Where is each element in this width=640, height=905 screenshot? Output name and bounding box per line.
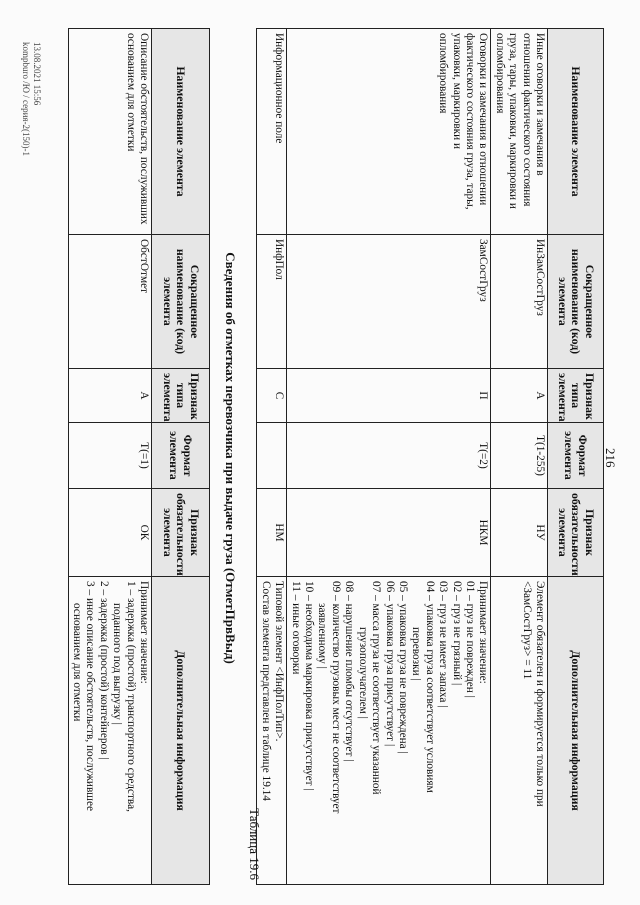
info-line: Состав элемента представлен в таблице 19.14 [259, 581, 272, 801]
table-row [491, 29, 548, 885]
cell-type: A [491, 369, 548, 423]
header-type: Признак типа элемента [152, 369, 210, 423]
cell-required: НКМ [287, 489, 491, 577]
info-line: 02 – груз не грязный | [450, 581, 463, 686]
info-line: 11 – иные оговорки [289, 581, 302, 675]
cell-name: Оговорки и замечания в отношении фактического состояния груза, тары, упаковки, маркировки и опломбирования [287, 29, 491, 235]
info-line: грузополучателем | [356, 627, 369, 719]
cell-required: НУ [491, 489, 548, 577]
info-line: 06 – упаковка груза присутствует | [383, 581, 396, 747]
cell-type: A [68, 369, 151, 423]
cell-required: НМ [257, 489, 287, 577]
cell-format: T(=1) [68, 423, 151, 489]
info-line: 07 – масса груза не соответствует указанной [370, 581, 383, 795]
header-info: Дополнительная информация [548, 577, 604, 885]
cell-code: ИнфПол [257, 235, 287, 369]
info-line: 3 – иное описание обстоятельств, послужившее [84, 581, 97, 812]
header-required: Признак обязательности элемента [548, 489, 604, 577]
info-line: 2 – задержка (простой) контейнеров | [97, 581, 110, 760]
cell-type: П [287, 369, 491, 423]
info-line: Принимает значение: [138, 581, 150, 684]
info-line: заявленному | [316, 603, 329, 669]
cell-info: Элемент обязателен и формируется только при <ЗамСостГруз> = 11 [491, 577, 548, 885]
cell-name: Информационное поле [257, 29, 287, 235]
header-required: Признак обязательности элемента [152, 489, 210, 577]
table-row [68, 29, 151, 885]
info-line: 09 – количество грузовых мест не соответствует [329, 581, 342, 814]
carrier-marks-table [68, 28, 210, 885]
info-line: 04 – упаковка груза соответствует условиям [423, 581, 436, 793]
info-line: перевозки | [410, 627, 423, 681]
cell-info [68, 577, 151, 885]
table-row [287, 29, 491, 885]
info-line: 03 – груз не имеет запаха | [437, 581, 450, 708]
info-line: 10 – необходима маркировка присутствует | [303, 581, 316, 791]
elements-table [256, 28, 604, 885]
cell-code: ИнЗамСостГруз [491, 235, 548, 369]
footer-line: 13.08.2021 15:56 [32, 42, 42, 106]
info-line: поданного под выгрузку | [111, 603, 124, 725]
cell-name: Описание обстоятельств, послуживших основанием для отметки [68, 29, 151, 235]
table-row [257, 29, 287, 885]
header-code: Сокращенное наименование (код) элемента [548, 235, 604, 369]
cell-format: T(=2) [287, 423, 491, 489]
header-name: Наименование элемента [548, 29, 604, 235]
info-line: 01 – груз не поврежден | [463, 581, 476, 698]
cell-format [257, 423, 287, 489]
header-code: Сокращенное наименование (код) элемента [152, 235, 210, 369]
cell-code: ЗамСостГруз [287, 235, 491, 369]
info-line: 05 – упаковка груза не повреждена | [396, 581, 409, 754]
header-type: Признак типа элемента [548, 369, 604, 423]
table-caption: Сведения об отметках перевозчика при выдаче груза (ОтметПрвВыд) [223, 252, 238, 664]
rotated-content [20, 28, 620, 888]
info-line: основанием для отметки [70, 603, 83, 722]
table-header-row [152, 29, 210, 885]
cell-name: Иные оговорки и замечания в отношении фактического состояния груза, тары, упаковки, маркировки и опломбирования [491, 29, 548, 235]
cell-info [287, 577, 491, 885]
info-line: 1 – задержка (простой) транспортного средства, [124, 581, 137, 812]
cell-format: T(1-255) [491, 423, 548, 489]
page-number: 216 [603, 448, 618, 468]
header-format: Формат элемента [152, 423, 210, 489]
table-reference: Таблица 19.6 [247, 808, 262, 880]
footer-stamp [20, 42, 42, 156]
cell-code: ОбстОтмет [68, 235, 151, 369]
cell-type: С [257, 369, 287, 423]
cell-required: ОК [68, 489, 151, 577]
info-line: Принимает значение: [477, 581, 490, 684]
header-format: Формат элемента [548, 423, 604, 489]
header-name: Наименование элемента [152, 29, 210, 235]
info-line: Типовой элемент <ИнфПолТип>. [273, 581, 286, 742]
footer-line: kompburo /Ю / серия-2(150)-1 [21, 42, 31, 157]
header-info: Дополнительная информация [152, 577, 210, 885]
table-header-row [548, 29, 604, 885]
info-line: 08 – нарушение пломбы отсутствует | [343, 581, 356, 762]
